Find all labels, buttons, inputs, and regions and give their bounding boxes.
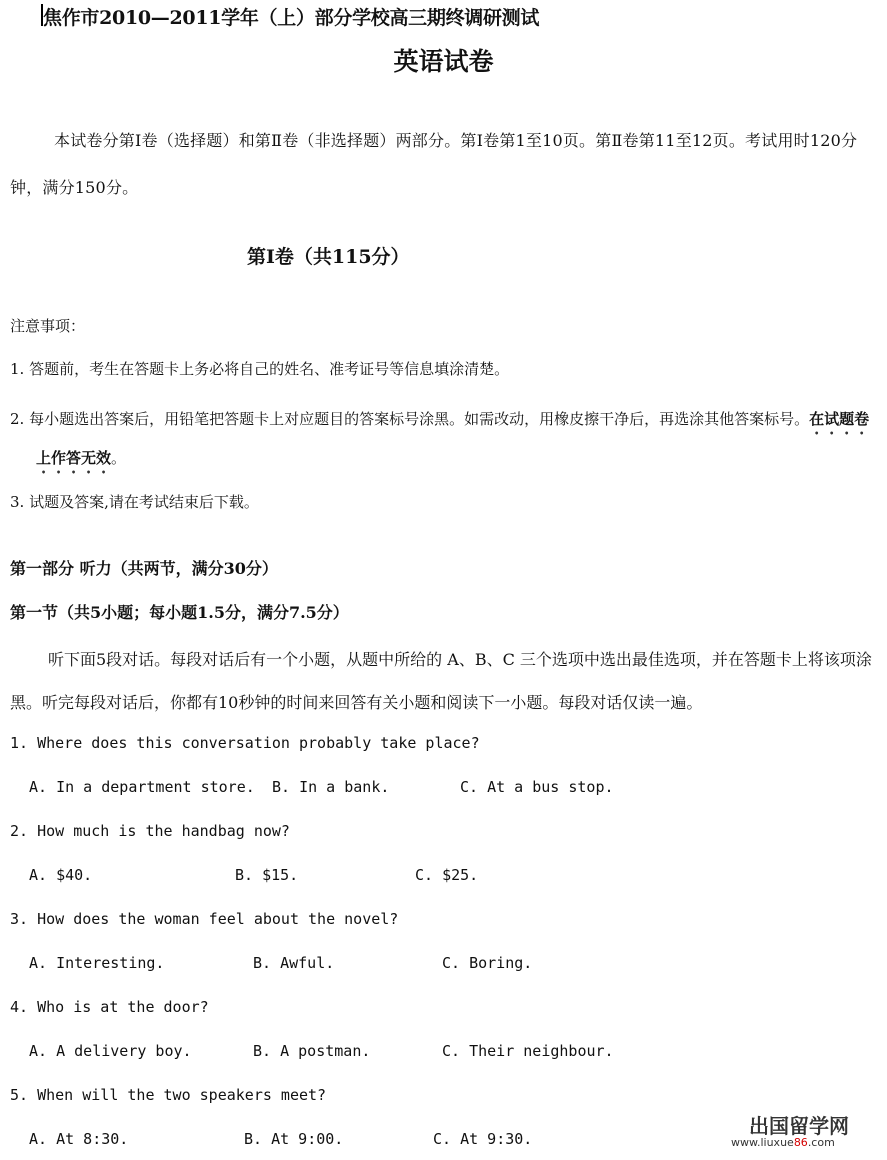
- watermark-url-prefix: www.liuxue: [731, 1136, 794, 1149]
- q3-option-c: C. Boring.: [442, 954, 533, 972]
- notice-item-2-emphasis: 在试题卷上作答无效: [36, 410, 870, 467]
- q4-option-c: C. Their neighbour.: [442, 1042, 614, 1060]
- notice-item-2-text: 2. 每小题选出答案后，用铅笔把答题卡上对应题目的答案标号涂黑。如需改动，用橡皮擦干净后，再选涂其他答案标号。: [10, 410, 810, 428]
- q4-option-a: A. A delivery boy.: [29, 1042, 192, 1060]
- q3-option-a: A. Interesting.: [29, 954, 165, 972]
- watermark-text: 出国留学网: [749, 1114, 849, 1138]
- intro-paragraph: 本试卷分第Ⅰ卷（选择题）和第Ⅱ卷（非选择题）两部分。第Ⅰ卷第1至10页。第Ⅱ卷第11至12页。考试用时120分钟，满分150分。: [10, 131, 858, 197]
- q4-option-b: B. A postman.: [253, 1042, 371, 1060]
- question-3: 3. How does the woman feel about the novel?: [10, 910, 399, 928]
- q1-option-b: B. In a bank.: [272, 778, 390, 796]
- q5-option-c: C. At 9:30.: [433, 1130, 533, 1148]
- listening-instructions: 听下面5段对话。每段对话后有一个小题，从题中所给的 A、B、C 三个选项中选出最佳选项，并在答题卡上将该项涂黑。听完每段对话后，你都有10秒钟的时间来回答有关小题和阅读下一小题。每段对话仅读一遍。: [10, 650, 872, 712]
- notice-item-1: 1. 答题前，考生在答题卡上务必将自己的姓名、准考证号等信息填涂清楚。: [10, 360, 510, 378]
- q2-option-a: A. $40.: [29, 866, 93, 884]
- question-1: 1. Where does this conversation probably take place?: [10, 734, 480, 752]
- q5-option-a: A. At 8:30.: [29, 1130, 129, 1148]
- question-2: 2. How much is the handbag now?: [10, 822, 290, 840]
- q1-option-c: C. At a bus stop.: [460, 778, 614, 796]
- q2-option-b: B. $15.: [235, 866, 299, 884]
- notice-heading: 注意事项：: [10, 317, 86, 335]
- exam-subject-title: 英语试卷: [393, 47, 494, 76]
- notice-item-3: 3. 试题及答案,请在考试结束后下载。: [10, 493, 259, 511]
- question-4: 4. Who is at the door?: [10, 998, 209, 1016]
- watermark-url-suffix: .com: [807, 1136, 835, 1149]
- section-part-title: 第一部分 听力（共两节，满分30分）: [10, 559, 278, 578]
- q5-option-b: B. At 9:00.: [244, 1130, 344, 1148]
- notice-item-2: [10, 400, 880, 478]
- watermark-url: [731, 1136, 835, 1149]
- watermark-url-number: 86: [793, 1136, 808, 1149]
- q3-option-b: B. Awful.: [253, 954, 335, 972]
- q1-option-a: A. In a department store.: [29, 778, 255, 796]
- question-5: 5. When will the two speakers meet?: [10, 1086, 327, 1104]
- notice-item-2-end: 。: [111, 449, 127, 467]
- q2-option-c: C. $25.: [415, 866, 479, 884]
- section-one-title: 第一节（共5小题；每小题1.5分，满分7.5分）: [10, 603, 349, 622]
- exam-header-title: 焦作市2010—2011学年（上）部分学校高三期终调研测试: [43, 7, 540, 29]
- site-watermark: [731, 1110, 879, 1152]
- part-one-title: 第Ⅰ卷（共115分）: [247, 246, 410, 268]
